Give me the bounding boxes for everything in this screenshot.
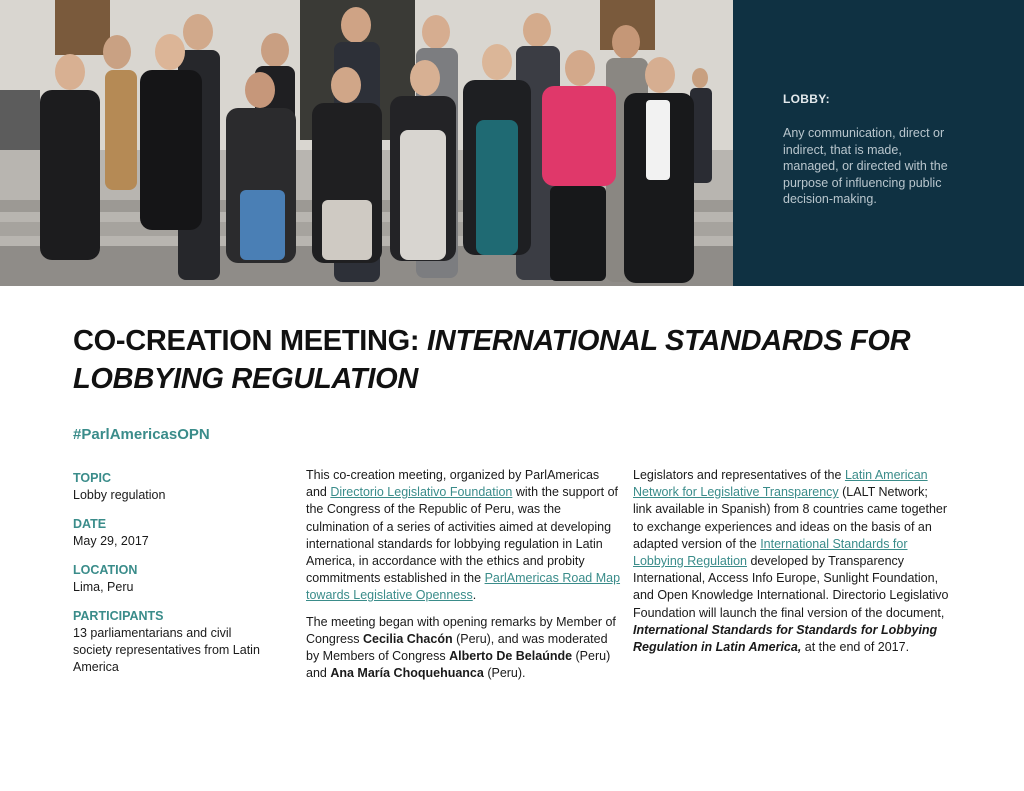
- moderator-name: Alberto De Belaúnde: [449, 649, 573, 664]
- road-map-link[interactable]: ParlAmericas Road Map towards Legislative Openness: [306, 571, 621, 603]
- date-block: [73, 516, 273, 550]
- text-run: (Peru).: [483, 666, 526, 681]
- text-run: at the end of 2017.: [801, 640, 910, 655]
- location-block: [73, 562, 273, 596]
- text-run: with the support of the Congress of the Republic of Peru, was the culmination of a series of activities aimed at developing international standards for lobbying regulation in Latin America, in accordance with the ethics and probity commitments established in the: [306, 485, 619, 586]
- body-column-2: [633, 467, 949, 665]
- lobby-definition-box: [733, 0, 1024, 286]
- topic-block: [73, 470, 273, 504]
- topic-label: TOPIC: [73, 471, 111, 485]
- lalt-network-link[interactable]: Latin American Network for Legislative Transparency: [633, 468, 928, 500]
- text-run: (Peru) and: [306, 649, 611, 681]
- page-title-part1: CO-CREATION MEETING:: [73, 325, 428, 357]
- page-title-part2: INTERNATIONAL STANDARDS FOR LOBBYING REGULATION: [73, 325, 911, 395]
- meeting-paragraph: [306, 614, 622, 683]
- participants-block: [73, 608, 273, 676]
- lobby-definition-title: LOBBY:: [783, 92, 830, 106]
- group-photo: [0, 0, 733, 286]
- date-label: DATE: [73, 517, 107, 531]
- page-title: [73, 322, 953, 398]
- location-value: Lima, Peru: [73, 580, 134, 594]
- lobby-definition-text: Any communication, direct or indirect, that is made, managed, or directed with the purpose of influencing public decision-making.: [783, 126, 948, 206]
- intro-paragraph: [306, 467, 622, 605]
- topic-value: Lobby regulation: [73, 488, 166, 502]
- hashtag: #ParlAmericasOPN: [73, 426, 210, 443]
- directorio-legislativo-link[interactable]: Directorio Legislativo Foundation: [330, 485, 513, 500]
- location-label: LOCATION: [73, 563, 138, 577]
- text-run: .: [472, 588, 477, 603]
- document-title: International Standards for Standards for Lobbying Regulation in Latin America,: [633, 622, 938, 655]
- meeting-details: [73, 470, 273, 688]
- text-run: (Peru), and was moderated by Members of Congress: [306, 631, 608, 664]
- date-value: May 29, 2017: [73, 534, 149, 548]
- participants-label: PARTICIPANTS: [73, 609, 164, 623]
- body-column-1: [306, 467, 622, 691]
- text-run: The meeting began with opening remarks by Member of Congress: [306, 614, 616, 646]
- participants-value: 13 parliamentarians and civil society representatives from Latin America: [73, 626, 260, 674]
- speaker-name: Cecilia Chacón: [362, 631, 453, 646]
- moderator-name: Ana María Choquehuanca: [330, 666, 484, 681]
- text-run: (LALT Network; link available in Spanish) from 8 countries came together to exchange experiences and ideas on the basis of an adapted version of the: [633, 485, 948, 551]
- text-run: Legislators and representatives of the: [633, 468, 845, 482]
- network-paragraph: [633, 467, 949, 656]
- international-standards-link[interactable]: International Standards for Lobbying Regulation: [633, 536, 908, 569]
- text-run: developed by Transparency International, Access Info Europe, Sunlight Foundation, and Open Knowledge International. Directorio Legislativo Foundation will launch the final version of the document,: [633, 554, 949, 620]
- text-run: This co-creation meeting, organized by ParlAmericas and: [306, 468, 600, 500]
